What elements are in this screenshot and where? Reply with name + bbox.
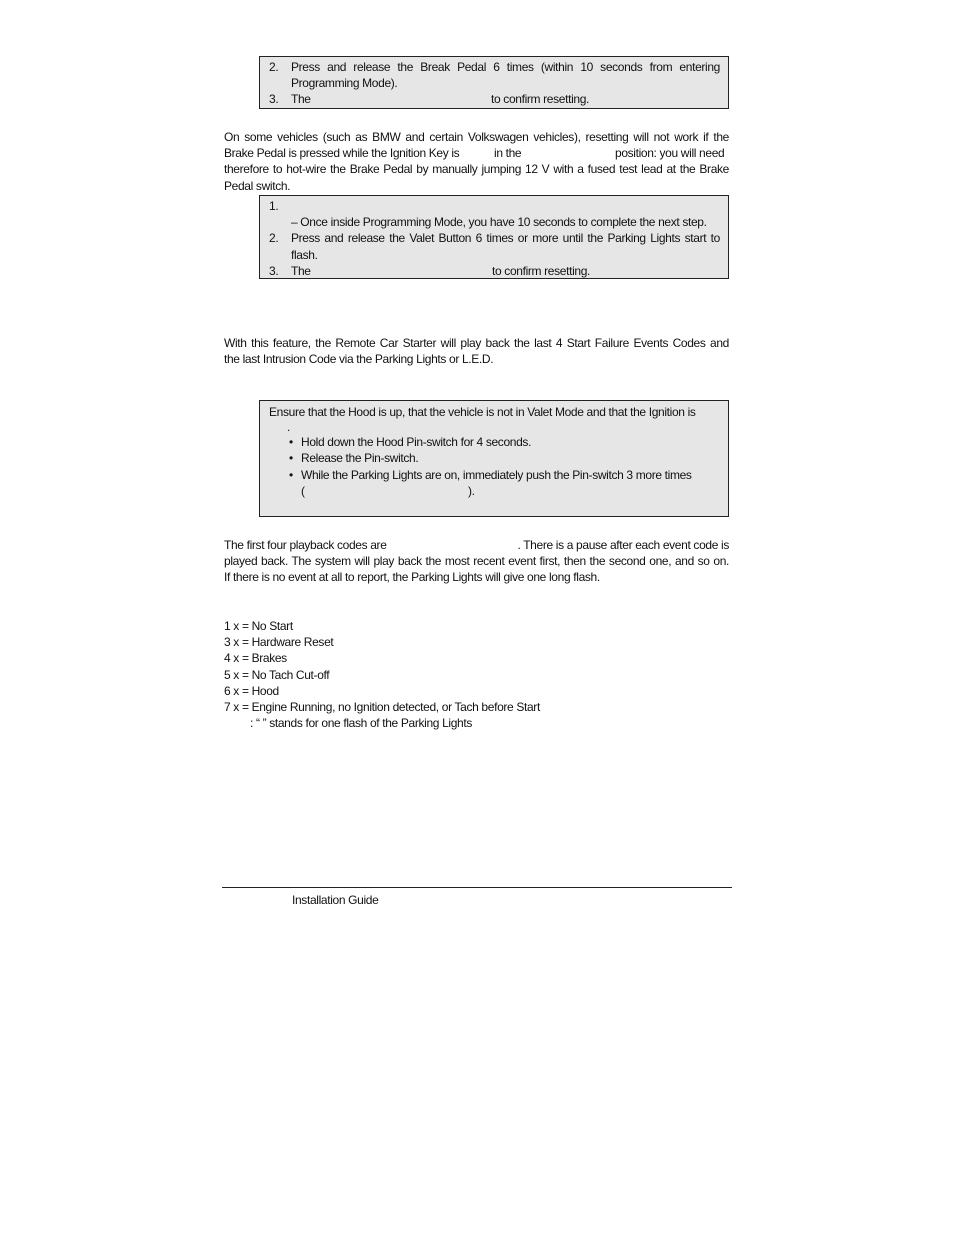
code-item: 5 x = No Tach Cut-off: [224, 667, 330, 682]
paragraph-line: therefore to hot-wire the Brake Pedal by manually jumping 12 V with a fused test lead at the Brake: [224, 162, 729, 177]
list-item: [260, 450, 728, 466]
item-text-pre: The: [291, 263, 311, 278]
code-item: 4 x = Brakes: [224, 651, 287, 666]
code-item: 7 x = Engine Running, no Ignition detected, or Tach before Start: [224, 699, 540, 714]
code-item: 1 x = No Start: [224, 619, 293, 633]
paragraph-line: If there is no event at all to report, the Parking Lights will give one long flash.: [224, 570, 600, 585]
paragraph-playback-intro: [224, 335, 729, 367]
instruction-box-3: [259, 400, 729, 517]
paragraph-brake-note: [224, 129, 729, 194]
item-text-line: Press and release the Valet Button 6 times or more until the Parking Lights start to: [291, 231, 720, 246]
event-codes-list: [224, 618, 729, 731]
item-text-line: Press and release the Break Pedal 6 times (within 10 seconds from entering: [291, 60, 720, 74]
paren-close: ).: [468, 483, 475, 498]
paragraph-line: [224, 145, 729, 161]
code-item: 6 x = Hood: [224, 683, 279, 698]
paragraph-line: On some vehicles (such as BMW and certain Volkswagen vehicles), resetting will not work if the: [224, 130, 729, 144]
paragraph-line: Pedal switch.: [224, 178, 291, 193]
item-text-pre: The: [291, 92, 311, 107]
paragraph-line: [224, 537, 729, 553]
flash-note: : “ ” stands for one flash of the Parking Lights: [250, 716, 472, 731]
item-text-line: – Once inside Programming Mode, you have 10 seconds to complete the next step.: [291, 215, 707, 230]
list-item: [260, 59, 728, 91]
paragraph-line: played back. The system will play back the most recent event first, then the second one, and so on.: [224, 554, 729, 569]
item-text-line: flash.: [291, 247, 318, 262]
bullet-text: While the Parking Lights are on, immediately push the Pin-switch 3 more times: [301, 467, 692, 482]
box-intro-line: Ensure that the Hood is up, that the vehicle is not in Valet Mode and that the Ignition is: [269, 405, 696, 419]
text-fragment: in the: [494, 146, 522, 161]
paragraph-line: the last Intrusion Code via the Parking Lights or L.E.D.: [224, 352, 494, 367]
instruction-box-1: [259, 56, 729, 109]
text-fragment: The first four playback codes are: [224, 538, 387, 552]
list-item: [260, 434, 728, 450]
text-fragment: . There is a pause after each event code is: [517, 538, 729, 552]
list-item: [260, 198, 728, 230]
bullet-icon: •: [289, 435, 293, 450]
item-number: 3.: [269, 263, 279, 278]
bullet-text: Release the Pin-switch.: [301, 451, 419, 466]
box-intro-end: .: [287, 420, 290, 435]
bullet-list: [260, 434, 728, 483]
code-item: 3 x = Hardware Reset: [224, 635, 334, 650]
list-item: [260, 263, 728, 279]
paren-line: [260, 483, 728, 499]
text-fragment: position: you will need: [615, 146, 725, 161]
item-number: 2.: [269, 231, 279, 246]
bullet-icon: •: [289, 451, 293, 466]
paragraph-line: With this feature, the Remote Car Starter will play back the last 4 Start Failure Events Codes and: [224, 336, 729, 350]
item-number: 1.: [269, 199, 279, 213]
bullet-icon: •: [289, 467, 293, 482]
list-item: [260, 467, 728, 483]
paren-open: (: [301, 483, 305, 498]
item-number: 3.: [269, 92, 279, 107]
footer-title: Installation Guide: [292, 893, 379, 907]
paragraph-playback-details: [224, 537, 729, 586]
item-number: 2.: [269, 60, 279, 74]
text-fragment: Brake Pedal is pressed while the Ignition Key is: [224, 146, 460, 161]
footer-rule: [222, 887, 732, 888]
item-text-line: Programming Mode).: [291, 76, 398, 91]
list-item: [260, 230, 728, 262]
item-text-post: to confirm resetting.: [491, 92, 590, 107]
item-text-post: to confirm resetting.: [492, 263, 591, 278]
item-text-line: [291, 198, 720, 214]
bullet-text: Hold down the Hood Pin-switch for 4 seconds.: [301, 435, 532, 450]
instruction-box-2: [259, 195, 729, 279]
list-item: [260, 91, 728, 107]
